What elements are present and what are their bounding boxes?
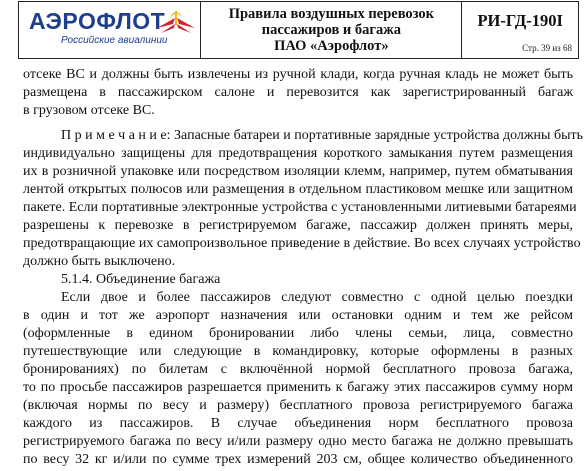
document-header: [18, 1, 579, 59]
body-line: каждого из пассажиров. В случае объединения норм бесплатного провоза: [23, 416, 573, 431]
section-heading: 5.1.4. Объединение багажа: [61, 272, 221, 287]
title-block: [201, 2, 462, 58]
body-line: бронированиях) по билетам с включённой нормой бесплатного провоза багажа,: [23, 362, 573, 377]
body-line: размещена в пассажирском салоне и перевозится как зарегистрированный багаж: [23, 85, 573, 100]
body-line: (оформленные в едином бронировании либо члены семьи, лица, совместно: [23, 326, 573, 341]
note-line: пакете. Если портативные электронные устройства с установленными литиевыми батареями: [23, 200, 577, 215]
page-number: Стр. 39 из 68: [522, 43, 572, 53]
brand-name: АЭРОФЛОТ: [29, 8, 166, 34]
body-line: путешествующие или следующие в командировку, которые оформлены в разных: [23, 344, 573, 359]
document-code: РИ-ГД-190I: [477, 11, 563, 30]
brand-subtitle: Российские авиалинии: [61, 35, 168, 46]
note-first-line: [61, 127, 583, 144]
note-line: индивидуально защищены для предотвращения короткого замыкания путем размещения: [23, 146, 573, 161]
note-label: П р и м е ч а н и е:: [61, 128, 171, 143]
note-line: их в розничной упаковке или посредством изоляции клемм, например, путем обматывания: [23, 164, 573, 179]
body-line: по весу 32 кг и/или по сумме трех измерений 203 см, общее количество объединенного: [23, 452, 573, 467]
body-line: (включая нормы по весу и размеру) бесплатного провоза регистрируемого багажа: [23, 398, 573, 413]
doc-title-line-3: ПАО «Аэрофлот»: [274, 38, 389, 54]
note-first-text: Запасные батареи и портативные зарядные устройства должны быть: [174, 128, 583, 143]
note-line: предотвращающие их самопроизвольное приведение в действие. Во всех случаях устройство: [23, 236, 581, 251]
note-line: должно быть выключено.: [23, 254, 176, 269]
doc-title-line-2: пассажиров и багажа: [261, 22, 401, 38]
body-line: в грузовом отсеке ВС.: [23, 103, 155, 118]
body-line: регистрируемого багажа по весу и/или размеру одно место багажа не должно превышать: [23, 434, 573, 449]
body-line: в один и тот же аэропорт назначения или остановки одним и тем же рейсом: [23, 308, 573, 323]
note-line: лентой открытых полюсов или размещения в отдельном пластиковом мешке или защитном: [23, 182, 573, 197]
logo-block: [19, 2, 201, 58]
winged-hammer-sickle-icon: [154, 6, 198, 42]
body-line: то по просьбе пассажиров разрешается применить к багажу этих пассажиров сумму норм: [23, 380, 573, 395]
note-line: разрешены к перевозке в регистрируемом багаже, пассажир должен принять меры,: [23, 218, 573, 233]
code-block: [462, 2, 578, 58]
body-line: Если двое и более пассажиров следуют совместно с одной целью поездки: [61, 290, 573, 305]
body-line: отсеке ВС и должны быть извлечены из ручной клади, когда ручная кладь не может быть: [23, 67, 573, 82]
doc-title-line-1: Правила воздушных перевозок: [228, 6, 435, 22]
